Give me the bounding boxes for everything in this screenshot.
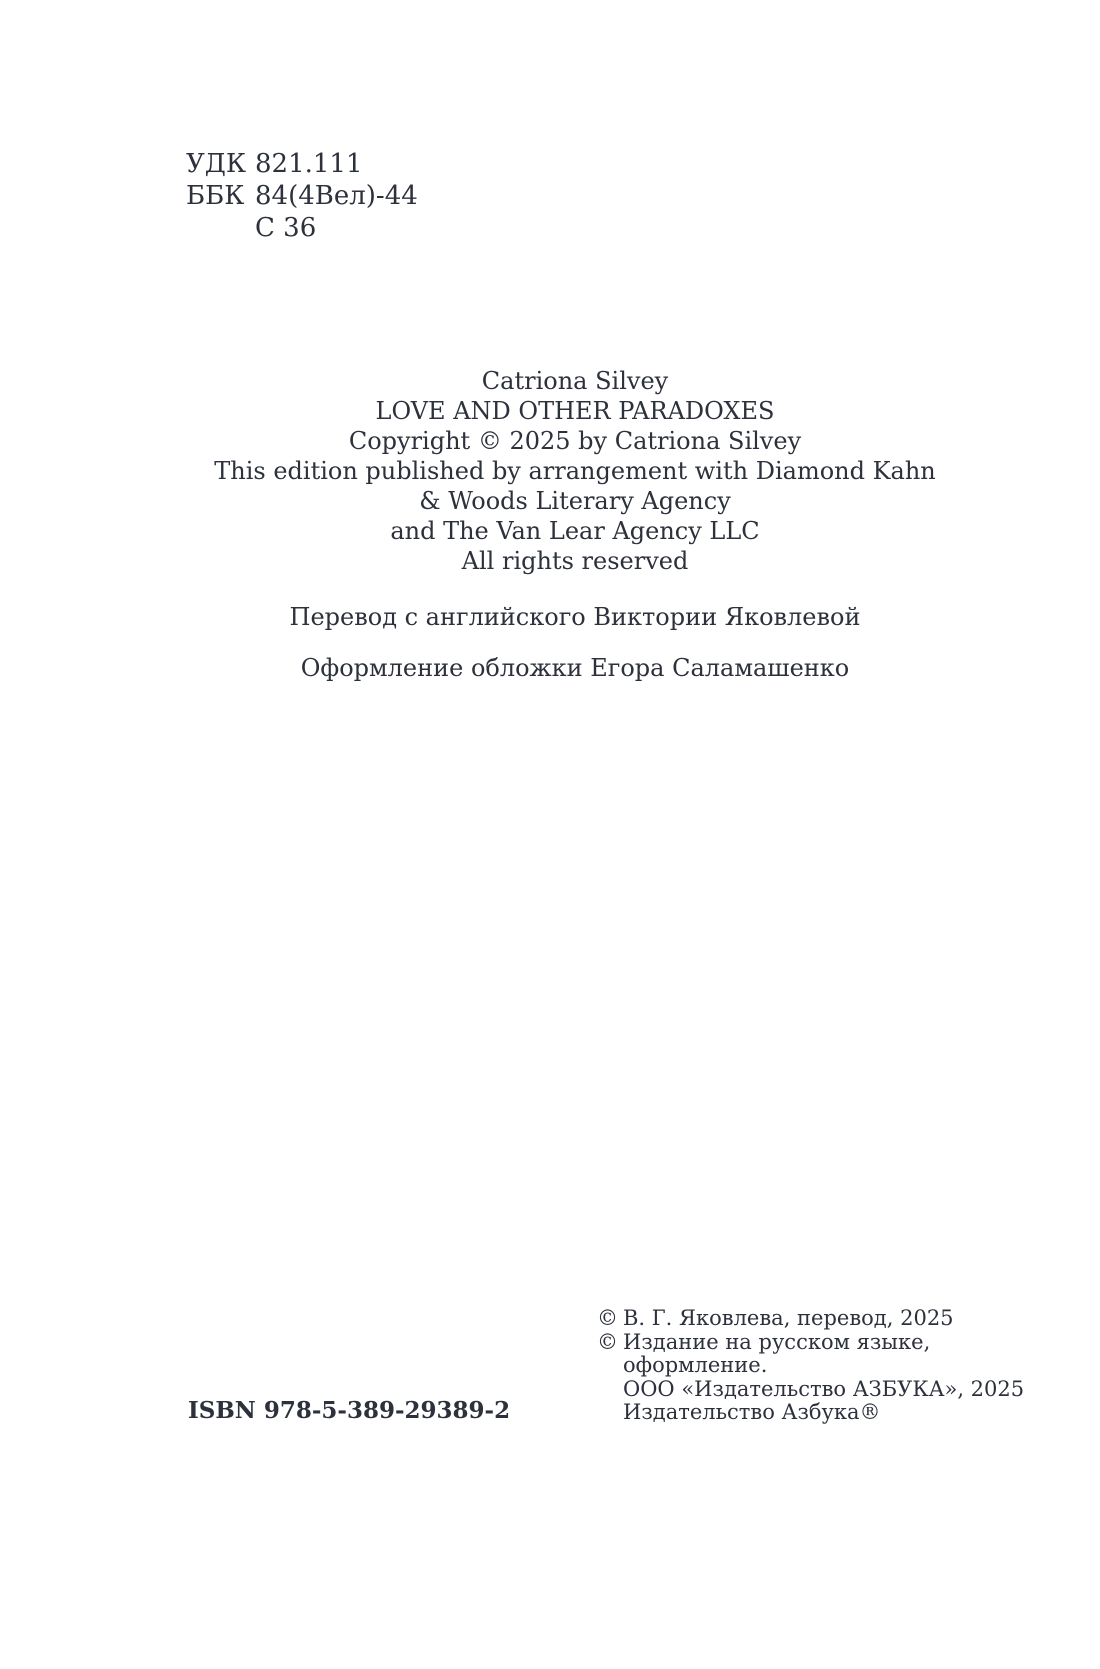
imprint-arrangement-line: This edition published by arrangement with Diamond Kahn xyxy=(214,457,936,485)
rights-line-trademark xyxy=(597,1401,1024,1425)
bbk-label: ББК xyxy=(186,181,245,211)
rights-line-design xyxy=(597,1354,1024,1378)
imprint-title: LOVE AND OTHER PARADOXES xyxy=(375,397,775,425)
rights-line-edition xyxy=(597,1331,1024,1355)
catalog-block xyxy=(186,148,418,244)
imprint-author: Catriona Silvey xyxy=(481,367,669,395)
imprint-agency-line: & Woods Literary Agency xyxy=(419,487,731,515)
rights-line-publisher xyxy=(597,1378,1024,1402)
copyright-symbol-empty xyxy=(597,1354,623,1378)
copyright-symbol: © xyxy=(597,1306,618,1330)
author-sign-label xyxy=(186,212,255,244)
rights-text: ООО «Издательство АЗБУКА», 2025 xyxy=(623,1376,1025,1401)
rights-text: Издательство Азбука® xyxy=(623,1400,881,1424)
rights-text: В. Г. Яковлева, перевод, 2025 xyxy=(623,1306,954,1330)
copyright-symbol-empty xyxy=(597,1378,623,1402)
udk-value: 821.111 xyxy=(255,149,363,179)
udk-label: УДК xyxy=(186,149,247,179)
cover-credit: Оформление обложки Егора Саламашенко xyxy=(300,654,850,682)
rights-text: оформление. xyxy=(623,1353,768,1377)
translation-credit: Перевод с английского Виктории Яковлевой xyxy=(289,603,861,631)
author-sign-value: С 36 xyxy=(255,213,317,243)
imprint-rights-reserved: All rights reserved xyxy=(461,547,689,575)
imprint-copyright: Copyright © 2025 by Catriona Silvey xyxy=(348,427,802,455)
imprint-block xyxy=(25,366,1100,576)
copyright-symbol: © xyxy=(597,1329,618,1354)
bbk-value: 84(4Вел)-44 xyxy=(255,181,418,211)
isbn: ISBN 978-5-389-29389-2 xyxy=(188,1397,511,1424)
copyright-symbol-empty xyxy=(597,1401,623,1425)
imprint-agency-line-2: and The Van Lear Agency LLC xyxy=(390,517,760,545)
rights-text: Издание на русском языке, xyxy=(623,1329,931,1354)
rights-block xyxy=(597,1307,1024,1425)
rights-line-translator xyxy=(597,1307,1024,1331)
